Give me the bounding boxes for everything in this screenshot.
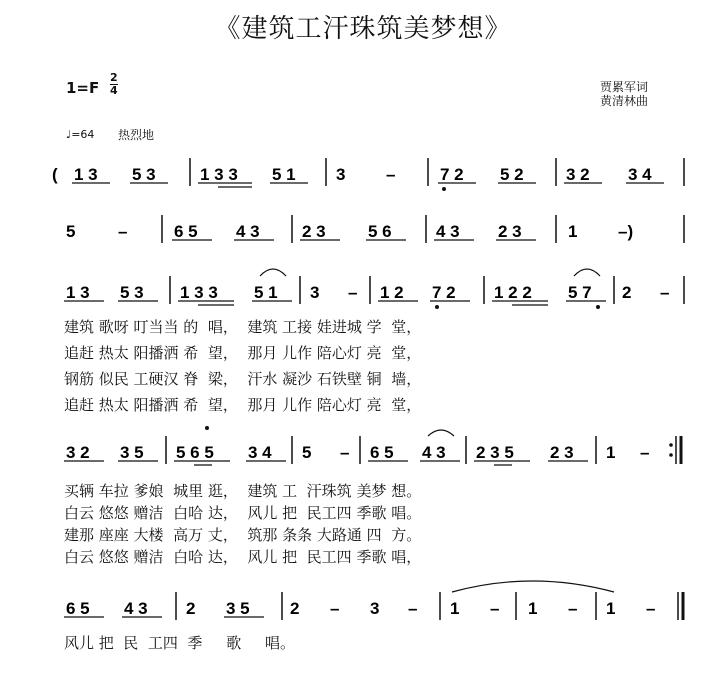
note-group: 4 3: [124, 599, 148, 618]
note-group: 1 3: [66, 283, 90, 302]
beams: [64, 461, 588, 465]
note-group: 4 3: [236, 222, 260, 241]
note: 2: [290, 599, 300, 618]
lyric-line: 建筑 歌呀 叮当当 的 唱， 建筑 工接 娃进城 学 堂，: [64, 318, 422, 336]
note-group: 1 3: [74, 165, 98, 184]
key-signature: 1=F: [66, 79, 100, 97]
lyric-line: 追赶 热太 阳播洒 希 望， 那月 儿作 陪心灯 亮 堂，: [64, 396, 422, 414]
note-group: 6 5: [66, 599, 90, 618]
note-group: 2 3: [498, 222, 522, 241]
note-group: 3 2: [566, 165, 590, 184]
barlines: [190, 158, 684, 186]
high-dot: [205, 426, 209, 430]
lyric-line: 风儿 把 民 工四 季 歌 唱。: [64, 634, 296, 652]
note-group: 3 2: [66, 443, 90, 462]
beams: [72, 183, 664, 187]
dash: –: [348, 283, 358, 302]
score-row-1: [52, 158, 684, 191]
note-group: 5 7: [568, 283, 592, 302]
note: 2: [186, 599, 196, 618]
dash: –: [386, 165, 396, 184]
low-dot: [442, 187, 446, 191]
note-group: 3 5: [120, 443, 144, 462]
slur: [260, 269, 286, 276]
note: 5: [66, 222, 76, 241]
note: 1: [450, 599, 460, 618]
open-paren: (: [52, 165, 58, 184]
lyric-line: 买辆 车拉 爹娘 城里 逛， 建筑 工 汗珠筑 美梦 想。: [64, 482, 422, 500]
note-group: 1 3 3: [180, 283, 218, 302]
repeat-dot: [669, 453, 673, 457]
note-group: 7 2: [440, 165, 464, 184]
note: 1: [606, 443, 616, 462]
lyric-line: 白云 悠悠 赠洁 白哈 达， 风儿 把 民工四 季歌 唱。: [64, 504, 422, 522]
dash: –: [340, 443, 350, 462]
note-group: 5 3: [132, 165, 156, 184]
score-row-3: [64, 269, 684, 309]
note: 3: [310, 283, 320, 302]
lyricist: 贾累军词: [600, 80, 649, 94]
score-row-2: [66, 215, 684, 243]
note-group: 3 4: [628, 165, 652, 184]
meter-top: 2: [110, 71, 118, 84]
note: 1: [528, 599, 538, 618]
meter-bottom: 4: [110, 84, 118, 97]
note-group: 2 3: [302, 222, 326, 241]
lyric-line: 追赶 热太 阳播洒 希 望， 那月 儿作 陪心灯 亮 堂，: [64, 344, 422, 362]
note: 3: [336, 165, 346, 184]
note-group: 7 2: [432, 283, 456, 302]
note-group: 3 4: [248, 443, 272, 462]
dash: –: [330, 599, 340, 618]
dash: –: [118, 222, 128, 241]
tempo-mark: ♩=64: [66, 128, 95, 141]
dash: –: [568, 599, 578, 618]
score-row-4: [64, 426, 681, 465]
dash-close: –): [618, 222, 634, 241]
dash: –: [490, 599, 500, 618]
note: 3: [370, 599, 380, 618]
song-title: 《建筑工汗珠筑美梦想》: [214, 14, 512, 44]
note-group: 2 3: [550, 443, 574, 462]
low-dot: [596, 305, 600, 309]
note-group: 5 6 5: [176, 443, 214, 462]
note-group: 4 3: [436, 222, 460, 241]
note-group: 3 5: [226, 599, 250, 618]
note-group: 5 2: [500, 165, 524, 184]
repeat-dot: [669, 443, 673, 447]
expression-mark: 热烈地: [118, 128, 155, 142]
barlines: [170, 276, 684, 304]
note-group: 1 3 3: [200, 165, 238, 184]
note-group: 1 2 2: [494, 283, 532, 302]
note-group: 5 6: [368, 222, 392, 241]
note-group: 5 1: [272, 165, 296, 184]
note-group: 6 5: [174, 222, 198, 241]
dash: –: [408, 599, 418, 618]
lyric-line: 钢筋 似民 工硬汉 脊 梁， 汗水 凝沙 石铁壁 铜 墙，: [64, 370, 422, 388]
dash: –: [660, 283, 670, 302]
note: 2: [622, 283, 632, 302]
lyric-line: 建那 座座 大楼 高万 丈， 筑那 条条 大路通 四 方。: [64, 526, 422, 544]
note-group: 4 3: [422, 443, 446, 462]
low-dot: [435, 305, 439, 309]
tie: [452, 581, 614, 592]
dash: –: [646, 599, 656, 618]
note-group: 1 2: [380, 283, 404, 302]
note: 1: [568, 222, 578, 241]
composer: 黄清林曲: [600, 94, 649, 108]
note-group: 6 5: [370, 443, 394, 462]
note-group: 5 1: [254, 283, 278, 302]
lyric-line: 白云 悠悠 赠洁 白哈 达， 风儿 把 民工四 季歌 唱，: [64, 548, 422, 566]
score-row-5: [64, 581, 683, 620]
slur: [428, 430, 454, 436]
dash: –: [640, 443, 650, 462]
beams: [64, 301, 606, 305]
note: 1: [606, 599, 616, 618]
slur: [574, 269, 600, 276]
note-group: 5 3: [120, 283, 144, 302]
note-group: 2 3 5: [476, 443, 514, 462]
note: 5: [302, 443, 312, 462]
